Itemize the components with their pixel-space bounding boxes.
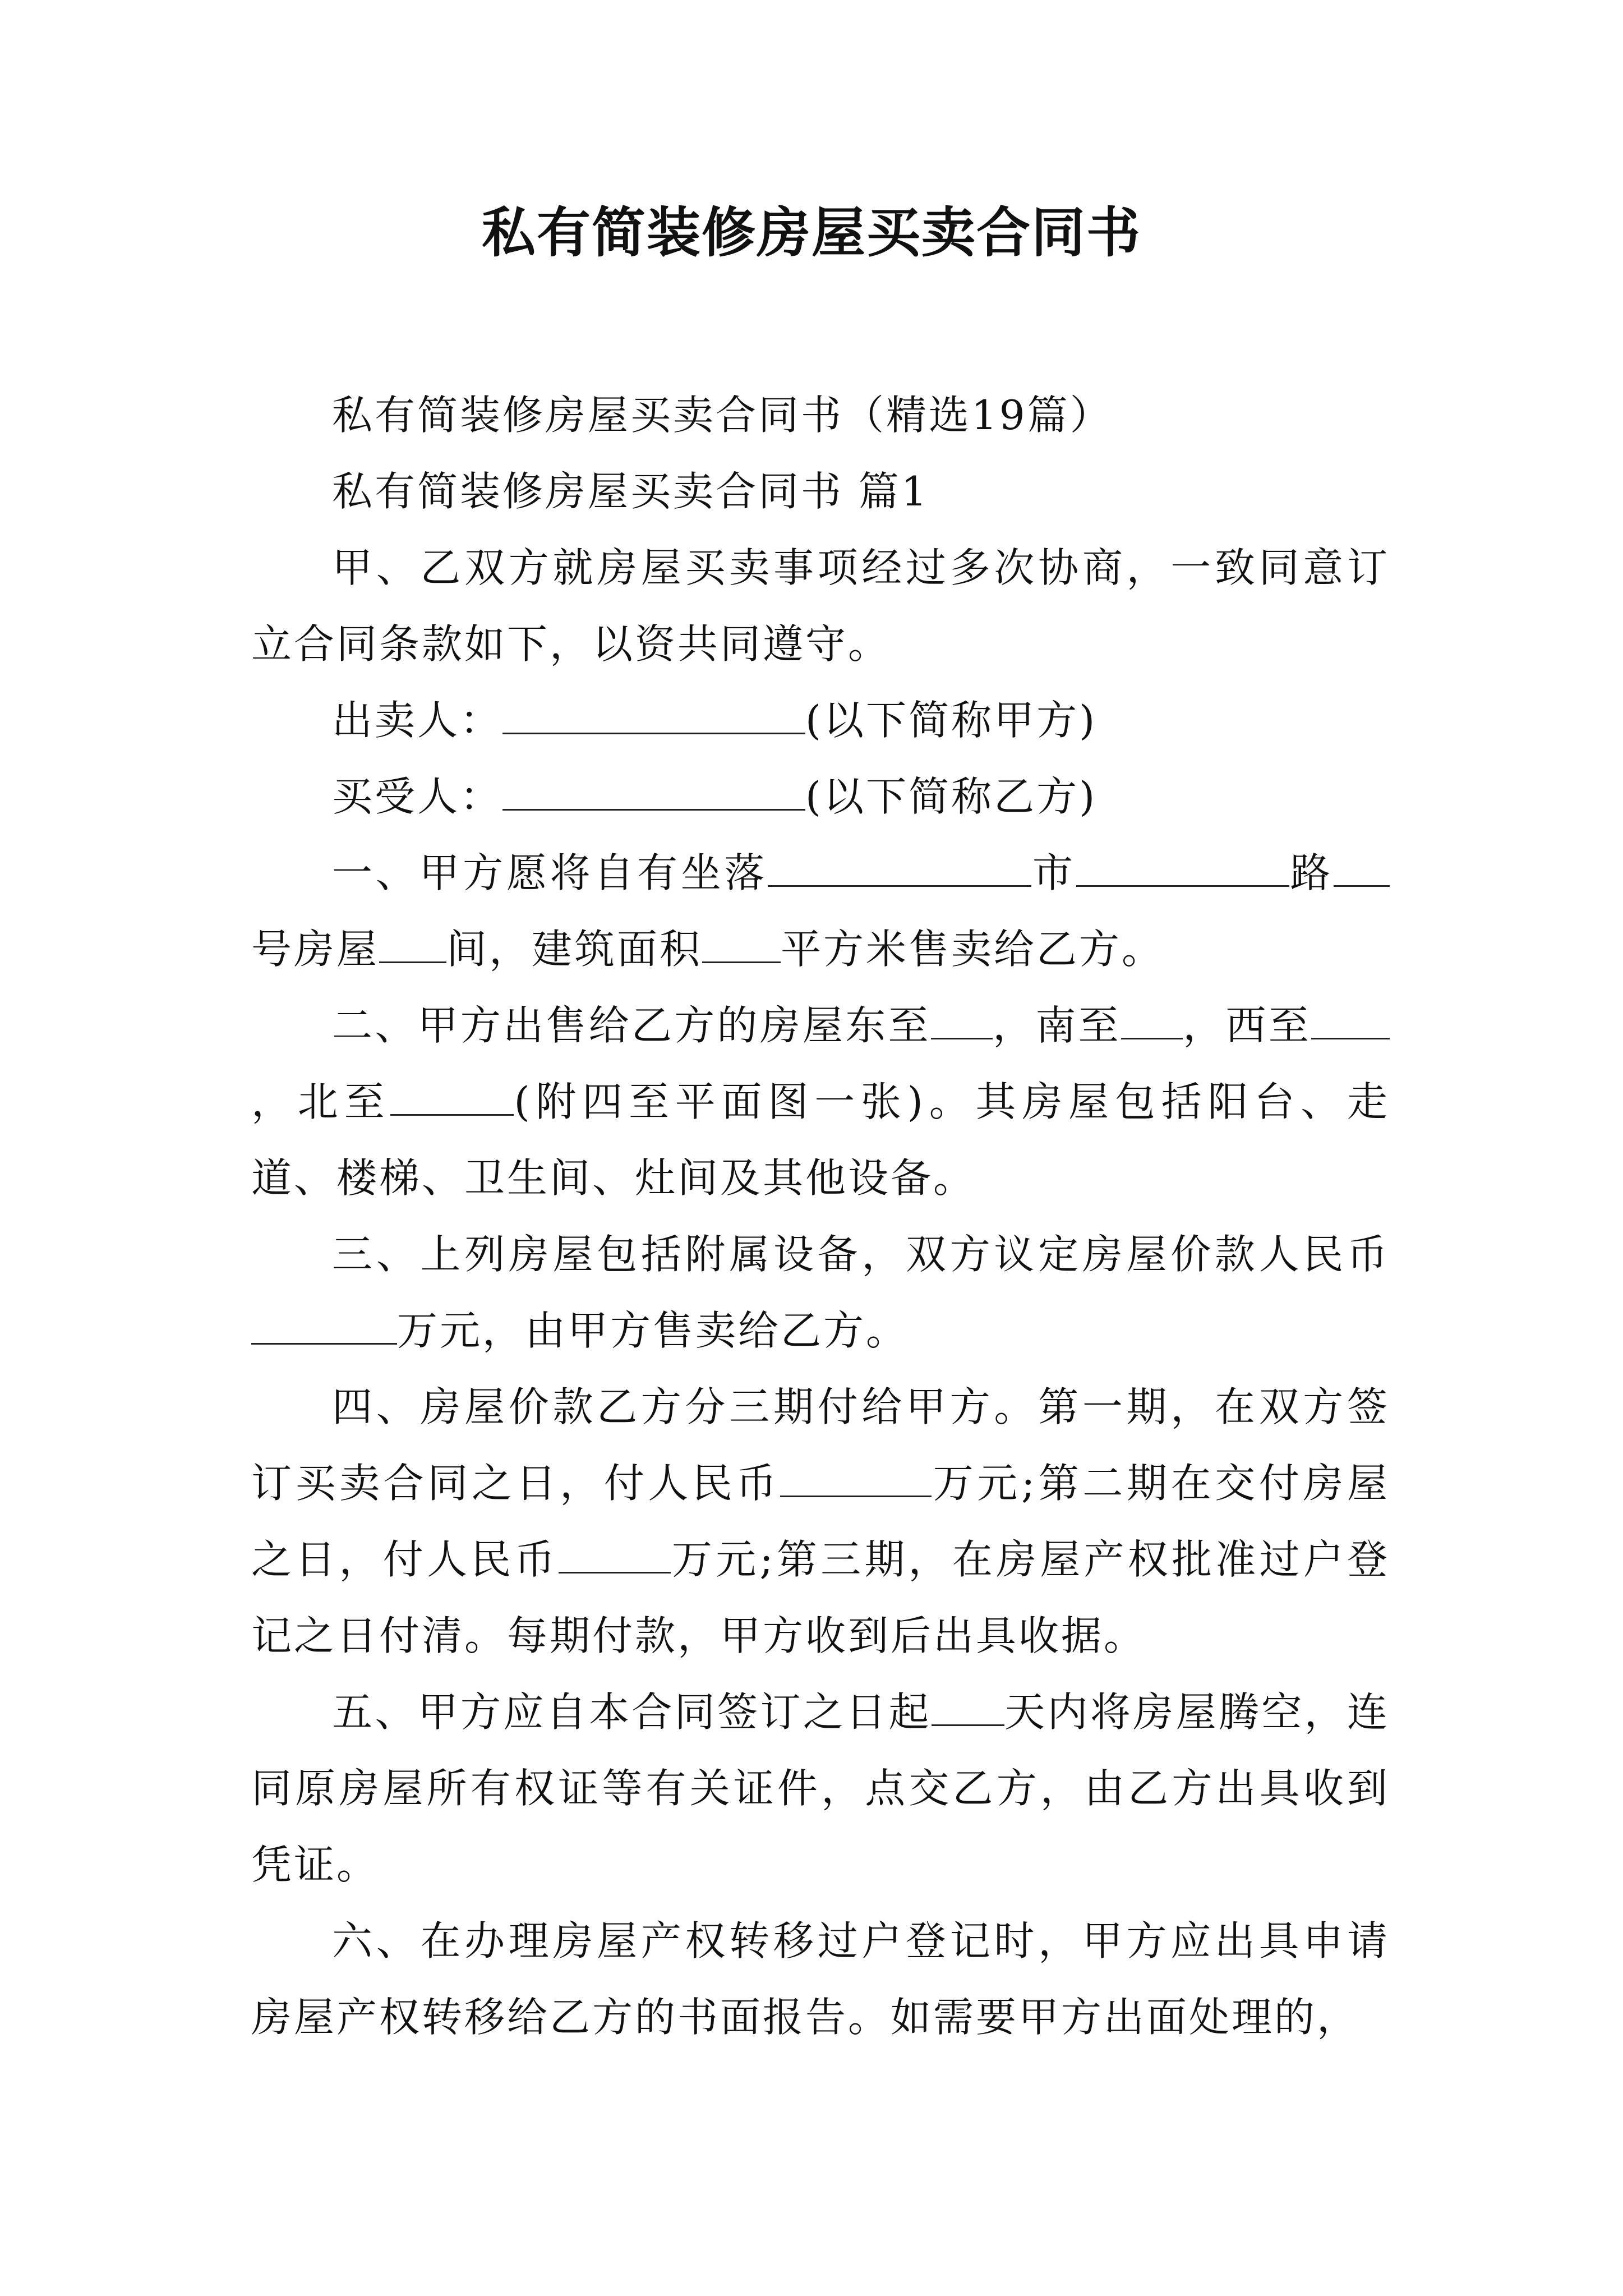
clause-2-text-e: (附四至平面图一张)。其房屋包括阳台、走道、楼梯、卫生间、灶间及其他设备。 xyxy=(251,1078,1390,1202)
clause-2-blank-west xyxy=(1311,1001,1390,1039)
clause-2-blank-south xyxy=(1121,1001,1183,1039)
document-body xyxy=(251,377,1390,2055)
clause-1-text-e: 间，建筑面积 xyxy=(446,926,703,973)
clause-2-text-a: 二、甲方出售给乙方的房屋东至 xyxy=(332,1002,931,1049)
clause-2-text-d: ，北至 xyxy=(251,1078,391,1125)
clause-1-blank-location xyxy=(768,848,1031,887)
clause-1-text-a: 一、甲方愿将自有坐落 xyxy=(332,849,768,896)
clause-1-text-c: 路 xyxy=(1289,849,1334,896)
clause-5-text-b: 天内将房屋腾空，连同原房屋所有权证等有关证件，点交乙方，由乙方出具收到凭证。 xyxy=(251,1688,1390,1888)
clause-1-text-f: 平方米售卖给乙方。 xyxy=(781,926,1165,973)
seller-suffix: (以下简称甲方) xyxy=(805,697,1098,744)
clause-3-text-a: 三、上列房屋包括附属设备，双方议定房屋价款人民币 xyxy=(332,1231,1390,1278)
clause-5 xyxy=(251,1674,1390,1903)
clause-6: 六、在办理房屋产权转移过户登记时，甲方应出具申请房屋产权转移给乙方的书面报告。如需要甲方出面处理的， xyxy=(251,1917,1390,2041)
clause-4-blank-second xyxy=(559,1535,671,1573)
buyer-label: 买受人： xyxy=(332,773,503,820)
clause-5-text-a: 五、甲方应自本合同签订之日起 xyxy=(332,1688,932,1736)
clause-3-text-b: 万元，由甲方售卖给乙方。 xyxy=(397,1307,909,1354)
clause-2 xyxy=(251,987,1390,1216)
clause-1-text-d: 号房屋 xyxy=(251,926,380,973)
clause-5-blank-days xyxy=(932,1687,1004,1726)
clause-2-text-c: ，西至 xyxy=(1182,1002,1311,1049)
clause-1-blank-rooms xyxy=(379,924,446,963)
document-title: 私有简装修房屋买卖合同书 xyxy=(482,201,1141,264)
clause-4-blank-first xyxy=(780,1458,932,1497)
section-heading: 私有简装修房屋买卖合同书 篇1 xyxy=(332,468,929,515)
clause-1-blank-city xyxy=(1076,848,1289,887)
clause-1-blank-area xyxy=(702,924,781,963)
subtitle-line: 私有简装修房屋买卖合同书（精选19篇） xyxy=(332,392,1113,439)
clause-1 xyxy=(251,835,1390,987)
buyer-blank xyxy=(502,772,805,811)
clause-3-blank-price xyxy=(251,1306,397,1345)
clause-4-text-c: 万元;第三期，在房屋产权批准过户登记之日付清。每期付款，甲方收到后出具收据。 xyxy=(251,1536,1390,1659)
clause-2-text-b: ，南至 xyxy=(992,1002,1121,1049)
buyer-line xyxy=(251,758,1390,835)
clause-4 xyxy=(251,1369,1390,1674)
clause-2-blank-east xyxy=(931,1001,993,1039)
buyer-suffix: (以下简称乙方) xyxy=(805,773,1098,820)
intro-paragraph: 甲、乙双方就房屋买卖事项经过多次协商，一致同意订立合同条款如下，以资共同遵守。 xyxy=(251,544,1390,668)
clause-4-text-a: 四、房屋价款乙方分三期付给甲方。第一期，在双方签订买卖合同之日，付人民币 xyxy=(251,1383,1390,1507)
seller-blank xyxy=(502,696,805,734)
clause-2-blank-north xyxy=(390,1077,514,1116)
clause-3 xyxy=(251,1216,1390,1369)
clause-1-text-b: 市 xyxy=(1031,849,1076,896)
clause-4-text-b: 万元;第二期在交付房屋之日，付人民币 xyxy=(251,1460,1390,1583)
seller-label: 出卖人： xyxy=(332,697,503,744)
clause-1-blank-road xyxy=(1334,848,1390,887)
seller-line xyxy=(251,682,1390,758)
